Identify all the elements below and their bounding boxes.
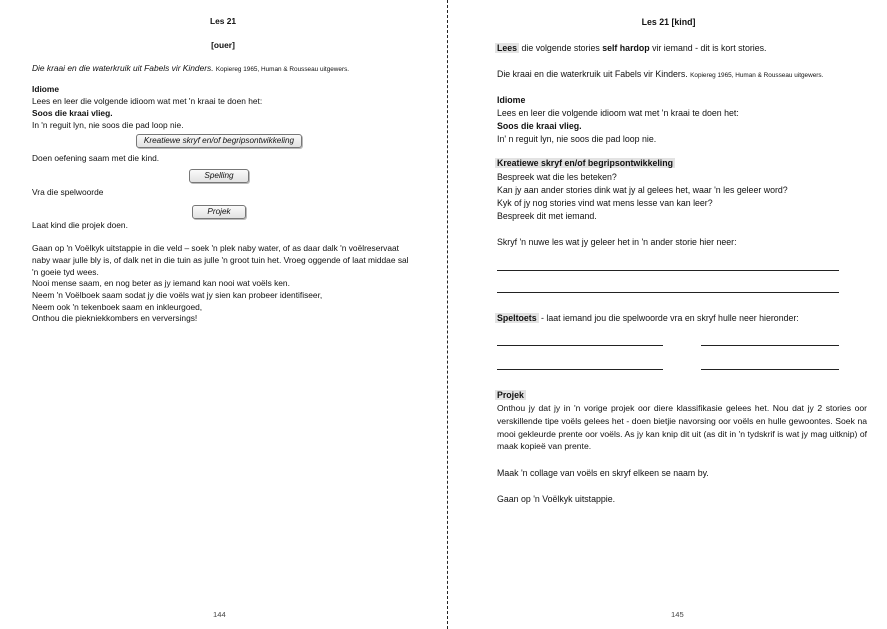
left-page-number: 144	[213, 610, 226, 619]
project-heading	[495, 389, 526, 402]
read-end: vir iemand - dit is kort stories.	[649, 43, 767, 53]
left-idiom-intro: Lees en leer die volgende idioom wat met 'n kraai te doen het:	[32, 96, 263, 106]
page-divider	[447, 0, 448, 629]
left-para-line-2: naby waar julle bly is, of dalk net in die tuin as julle 'n groot tuin het. Vroeg oggende of laat middae sal	[32, 255, 409, 265]
right-story-title: Die kraai en die waterkruik uit Fabels vir Kinders.	[497, 69, 688, 79]
right-idiom-intro: Lees en leer die volgende idioom wat met 'n kraai te doen het:	[497, 108, 739, 118]
spell-text: - laat iemand jou die spelwoorde vra en skryf hulle neer hieronder:	[538, 313, 799, 323]
spell-line-1[interactable]	[497, 345, 663, 346]
left-para-line-1: Gaan op 'n Voëlkyk uitstappie in die veld – soek 'n plek naby water, of as daar dalk 'n voëlreservaat	[32, 243, 400, 253]
right-story-copyright: Kopiereg 1965, Human & Rousseau uitgewers.	[690, 72, 824, 79]
left-source-title: Die kraai en die waterkruik uit Fabels vir Kinders.	[32, 63, 214, 73]
left-idiom-meaning: In 'n reguit lyn, nie soos die pad loop nie.	[32, 120, 184, 130]
spell-line-3[interactable]	[497, 369, 663, 370]
project-button[interactable]: Projek	[192, 205, 246, 219]
project-paragraph: Onthou jy dat jy in 'n vorige projek oor diere klassifikasie gelees het. Nou dat jy 2 stories oor verskillende tipe voëls gelees het - doen bietjie navorsing oor voëls en hulle gewoontes. Soek na mooi gekleurde prente oor voëls. As jy kan knip dit uit (as dit in 'n tydskrif is wat jy mag uitknip) of maak kopieë van prente.	[497, 403, 867, 452]
spell-line-2[interactable]	[701, 345, 839, 346]
left-idiom-heading: Idiome	[32, 84, 59, 94]
read-label: Lees	[497, 43, 518, 53]
left-para-line-5: Neem 'n Voëlboek saam sodat jy die voëls wat jy sien kan probeer identifiseer,	[32, 290, 323, 300]
left-para-line-3: 'n goeie tyd wees.	[32, 267, 99, 277]
creative-writing-button[interactable]: Kreatiewe skryf en/of begripsontwikkeling	[136, 134, 302, 148]
left-idiom: Soos die kraai vlieg.	[32, 108, 113, 118]
spell-line-4[interactable]	[701, 369, 839, 370]
right-idiom: Soos die kraai vlieg.	[497, 121, 582, 131]
spelling-button[interactable]: Spelling	[189, 169, 249, 183]
right-idiom-heading: Idiome	[497, 95, 526, 105]
creative-line-3: Kyk of jy nog stories vind wat mens lesse van kan leer?	[497, 198, 713, 208]
write-line-1[interactable]	[497, 270, 839, 271]
left-para-line-4: Nooi mense saam, en nog beter as jy iemand kan nooi wat voëls ken.	[32, 278, 290, 288]
read-bold: self hardop	[602, 43, 650, 53]
write-line-2[interactable]	[497, 292, 839, 293]
right-idiom-meaning: In' n reguit lyn, nie soos die pad loop nie.	[497, 134, 657, 144]
creative-line-1: Bespreek wat die les beteken?	[497, 172, 617, 182]
creative-heading	[495, 157, 675, 170]
left-creative-text: Doen oefening saam met die kind.	[32, 153, 160, 163]
left-subtitle: [ouer]	[211, 40, 235, 50]
creative-heading-label: Kreatiewe skryf en/of begripsontwikkeling	[497, 158, 673, 168]
write-prompt: Skryf 'n nuwe les wat jy geleer het in 'n ander storie hier neer:	[497, 237, 737, 247]
creative-line-4: Bespreek dit met iemand.	[497, 211, 597, 221]
right-title: Les 21 [kind]	[641, 17, 696, 27]
right-read-line	[495, 42, 766, 55]
creative-line-2: Kan jy aan ander stories dink wat jy al gelees het, waar 'n les geleer word?	[497, 185, 788, 195]
left-para-line-7: Onthou die piekniekkombers en verversings!	[32, 313, 198, 323]
spell-label: Speltoets	[497, 313, 537, 323]
right-story	[497, 68, 823, 82]
left-source	[32, 62, 349, 77]
read-rest: die volgende stories	[519, 43, 603, 53]
left-source-copyright: Kopiereg 1965, Human & Rousseau uitgewers.	[215, 66, 350, 73]
project-heading-label: Projek	[497, 390, 524, 400]
left-project-text: Laat kind die projek doen.	[32, 220, 128, 230]
left-title: Les 21	[209, 16, 237, 26]
collage-text: Maak 'n collage van voëls en skryf elkeen se naam by.	[497, 468, 709, 478]
left-para-line-6: Neem ook 'n tekenboek saam en inkleurgoed,	[32, 302, 203, 312]
right-page-number: 145	[671, 610, 684, 619]
trip-text: Gaan op 'n Voëlkyk uitstappie.	[497, 494, 616, 504]
spell-test-line	[495, 312, 799, 325]
left-spelling-text: Vra die spelwoorde	[32, 187, 104, 197]
